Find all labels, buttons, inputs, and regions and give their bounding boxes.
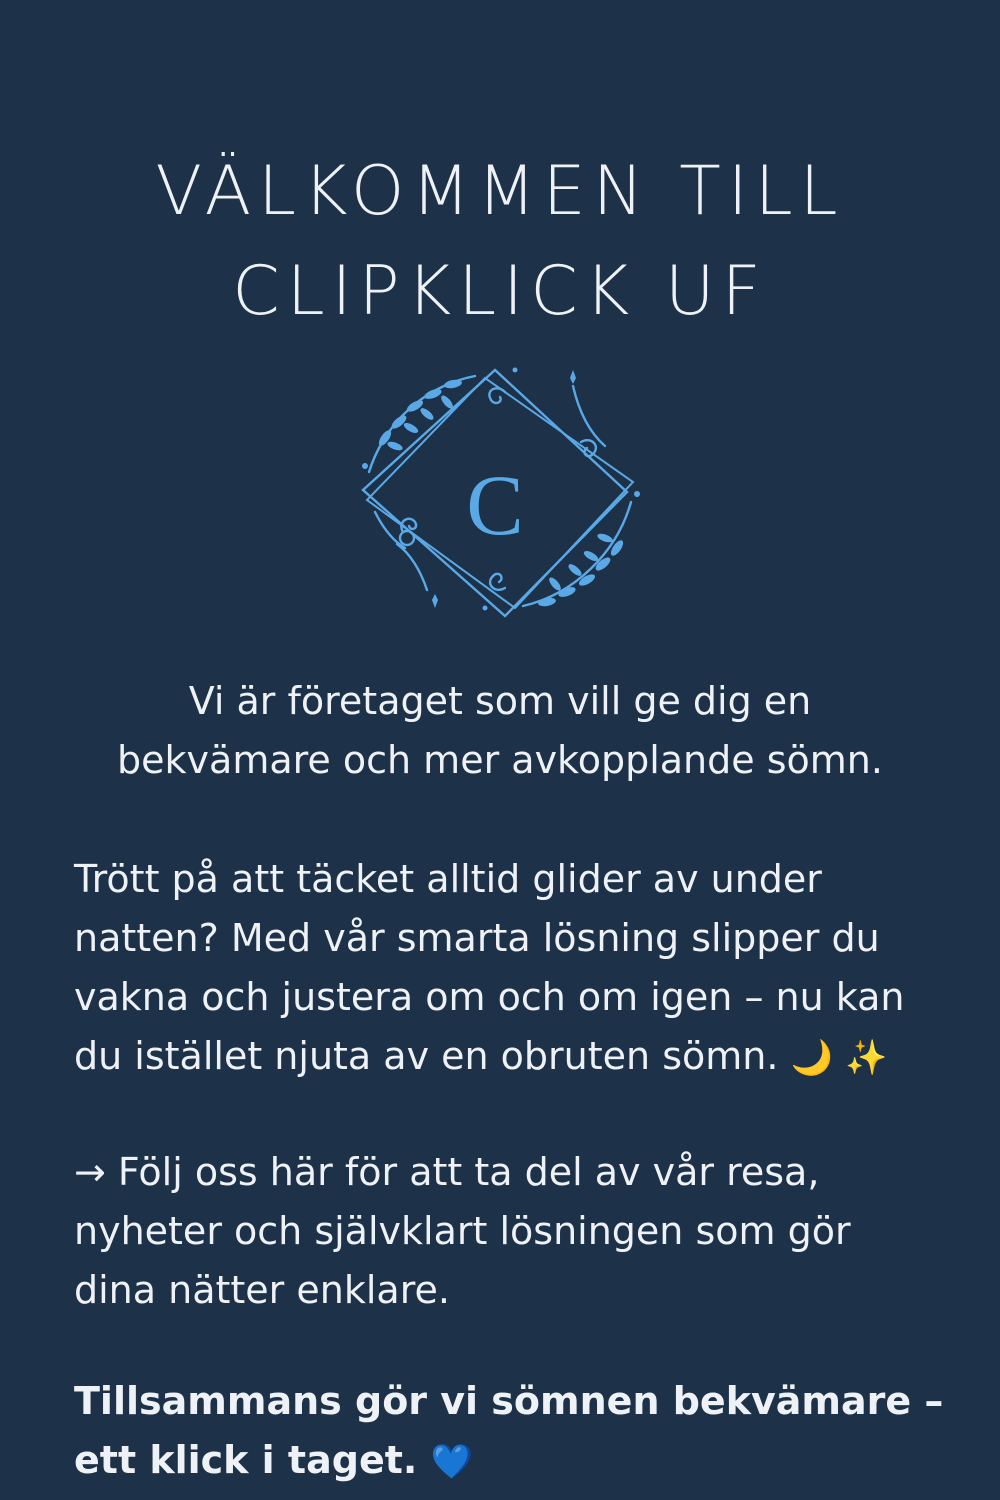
paragraph-line-with-emoji [74,1431,954,1492]
paragraph-line: nyheter och självklart lösningen som gör [74,1209,851,1253]
closing-paragraph [74,1372,954,1492]
paragraph-line: du istället njuta av en obruten sömn. [74,1034,779,1078]
logo-letter: C [466,457,524,553]
blue-heart-icon: 💙 [430,1442,473,1482]
intro-line: Vi är företaget som vill ge dig en [188,679,812,723]
floral-diamond-monogram-logo-icon [355,362,645,624]
intro-text [60,672,940,790]
paragraph-line: → Följ oss här för att ta del av vår resa, [74,1150,820,1194]
paragraph-line-with-emoji [74,1027,954,1088]
title-line-2: CLIPKLICK UF [232,252,768,331]
problem-paragraph [74,850,954,1088]
paragraph-line: vakna och justera om och om igen – nu kan [74,975,905,1019]
paragraph-line: natten? Med vår smarta lösning slipper du [74,916,880,960]
paragraph-line: Trött på att täcket alltid glider av under [74,857,822,901]
intro-line: bekvämare och mer avkopplande sömn. [117,738,883,782]
paragraph-line: Tillsammans gör vi sömnen bekvämare – [74,1379,944,1423]
paragraph-line: ett klick i taget. [74,1438,418,1482]
follow-paragraph [74,1143,954,1320]
moon-icon: 🌙 [790,1038,833,1078]
paragraph-line: dina nätter enklare. [74,1268,450,1312]
sparkles-icon: ✨ [844,1038,888,1078]
title-line-1: VÄLKOMMEN TILL [155,152,845,231]
